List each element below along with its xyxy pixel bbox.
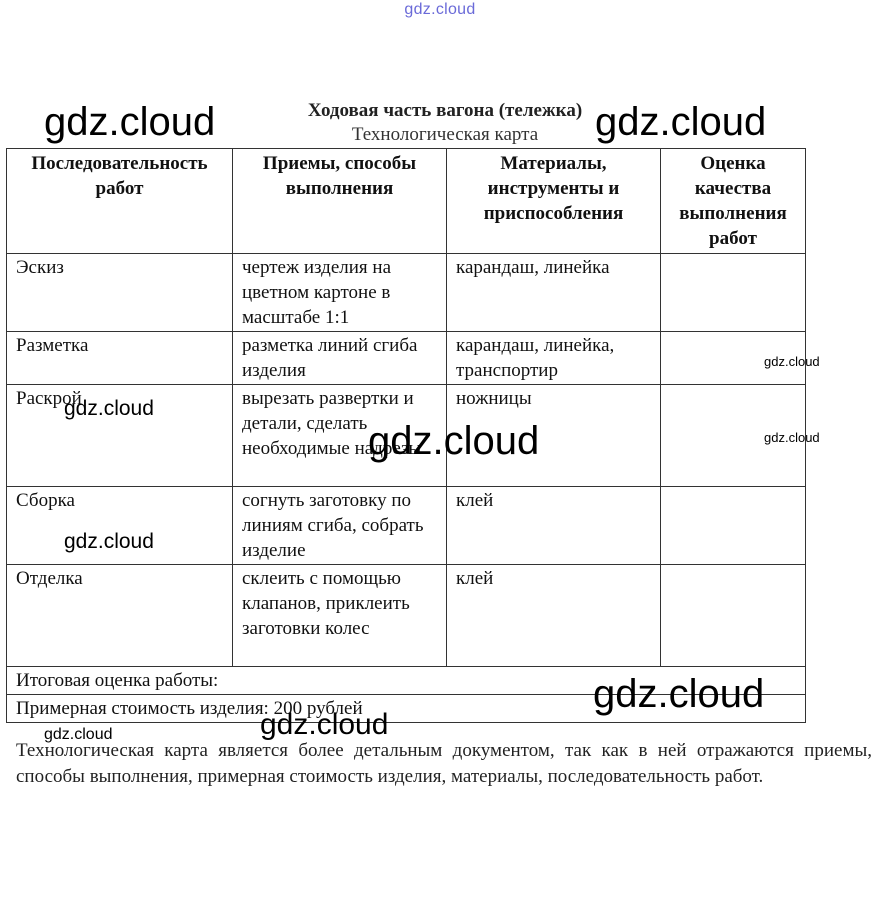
- approx-cost-cell: Примерная стоимость изделия: 200 рублей: [7, 695, 806, 723]
- header-materials: Материалы, инструменты и приспособления: [447, 149, 661, 254]
- step-cell: Отделка: [7, 565, 233, 667]
- materials-cell: карандаш, линейка: [447, 254, 661, 332]
- watermark-text: gdz.cloud: [595, 100, 767, 144]
- table-row: [7, 565, 806, 667]
- watermark-text: gdz.cloud: [764, 430, 820, 445]
- watermark-text: gdz.cloud: [64, 397, 154, 420]
- materials-cell: клей: [447, 565, 661, 667]
- table-row: [7, 332, 806, 385]
- materials-cell: клей: [447, 487, 661, 565]
- table-row: [7, 254, 806, 332]
- watermark-text: gdz.cloud: [368, 419, 540, 463]
- header-methods: Приемы, способы выполнения: [233, 149, 447, 254]
- method-cell: чертеж изделия на цветном картоне в масштабе 1:1: [233, 254, 447, 332]
- total-grade-cell: Итоговая оценка работы:: [7, 667, 806, 695]
- watermark-text: gdz.cloud: [64, 530, 154, 553]
- materials-cell: ножницы: [447, 385, 661, 487]
- materials-cell: карандаш, линейка, транспортир: [447, 332, 661, 385]
- method-cell: согнуть заготовку по линиям сгиба, собрать изделие: [233, 487, 447, 565]
- watermark-text: gdz.cloud: [764, 354, 820, 369]
- watermark-text: gdz.cloud: [260, 708, 389, 741]
- grade-cell: [661, 565, 806, 667]
- watermark-text: gdz.cloud: [44, 100, 216, 144]
- header-sequence: Последовательность работ: [7, 149, 233, 254]
- document-title: Ходовая часть вагона (тележка): [307, 100, 583, 121]
- grade-cell: [661, 487, 806, 565]
- watermark-text: gdz.cloud: [593, 672, 765, 716]
- document-subtitle: Технологическая карта: [351, 124, 539, 145]
- step-cell: Раскрой: [7, 385, 233, 487]
- step-cell: Сборка: [7, 487, 233, 565]
- method-cell: склеить с помощью клапанов, приклеить заготовки колес: [233, 565, 447, 667]
- method-cell: вырезать развертки и детали, сделать необходимые надрезы: [233, 385, 447, 487]
- step-cell: Разметка: [7, 332, 233, 385]
- method-cell: разметка линий сгиба изделия: [233, 332, 447, 385]
- watermark-text: gdz.cloud: [44, 726, 113, 743]
- table-header-row: [7, 149, 806, 254]
- grade-cell: [661, 254, 806, 332]
- header-grade: Оценка качества выполнения работ: [661, 149, 806, 254]
- step-cell: Эскиз: [7, 254, 233, 332]
- top-watermark: gdz.cloud: [404, 1, 476, 18]
- conclusion-paragraph: Технологическая карта является более детальным документом, так как в ней отражаются приемы, способы выполнения, примерная стоимость изделия, материалы, последовательность работ.: [16, 740, 872, 787]
